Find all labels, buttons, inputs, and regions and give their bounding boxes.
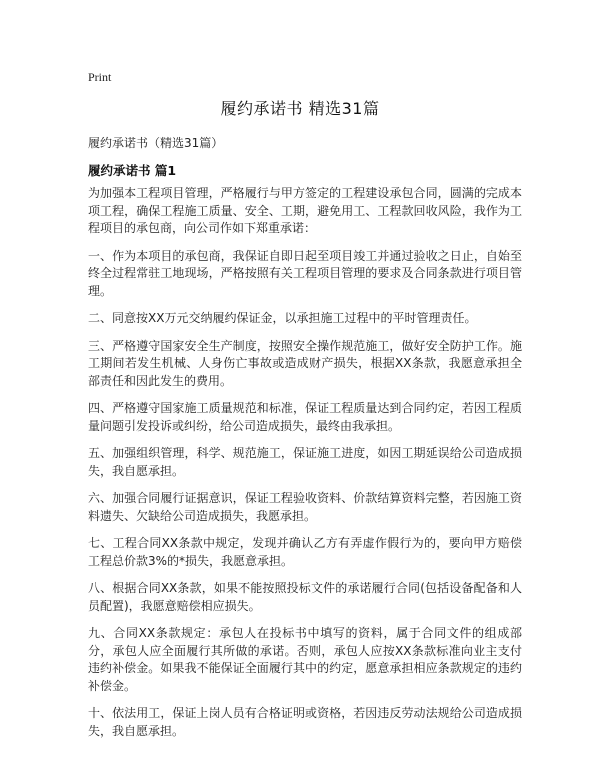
section-heading: 履约承诺书 篇1 bbox=[88, 163, 177, 178]
document-title: 履约承诺书 精选31篇 bbox=[220, 99, 380, 118]
document-subtitle: 履约承诺书（精选31篇） bbox=[88, 136, 224, 150]
paragraph-10: 十、依法用工，保证上岗人员有合格证明或资格，若因违反劳动法规给公司造成损失，我自愿承担。 bbox=[88, 706, 522, 738]
paragraph-6: 六、加强合同履行证据意识，保证工程验收资料、价款结算资料完整，若因施工资料遗失、欠缺给公司造成损失，我愿承担。 bbox=[88, 491, 522, 523]
paragraph-5: 五、加强组织管理，科学、规范施工，保证施工进度，如因工期延误给公司造成损失，我自愿承担。 bbox=[88, 446, 522, 478]
paragraph-4: 四、严格遵守国家施工质量规范和标准，保证工程质量达到合同约定，若因工程质量问题引发投诉或纠纷，给公司造成损失，最终由我承担。 bbox=[88, 401, 522, 433]
document-body bbox=[88, 185, 522, 750]
paragraph-8: 八、根据合同XX条款，如果不能按照投标文件的承诺履行合同(包括设备配备和人员配置)，我愿意赔偿相应损失。 bbox=[88, 581, 522, 613]
paragraph-intro: 为加强本工程项目管理，严格履行与甲方签定的工程建设承包合同，圆满的完成本项工程，确保工程施工质量、安全、工期，避免用工、工程款回收风险，我作为工程项目的承包商，向公司作如下郑重承诺： bbox=[88, 186, 522, 235]
paragraph-2: 二、同意按XX万元交纳履约保证金，以承担施工过程中的平时管理责任。 bbox=[88, 311, 477, 325]
paragraph-3: 三、严格遵守国家安全生产制度，按照安全操作规范施工，做好安全防护工作。施工期间若发生机械、人身伤亡事故或造成财产损失，根据XX条款，我愿意承担全部责任和因此发生的费用。 bbox=[88, 338, 522, 388]
paragraph-7: 七、工程合同XX条款中规定，发现并确认乙方有弄虚作假行为的，要向甲方赔偿工程总价款3%的*损失，我愿意承担。 bbox=[88, 536, 522, 568]
paragraph-9: 九、合同XX条款规定：承包人在投标书中填写的资料，属于合同文件的组成部分，承包人应全面履行其所做的承诺。否则，承包人应按XX条款标准向业主支付违约补偿金。如果我不能保证全面履行其中的约定，愿意承担相应条款规定的违约补偿金。 bbox=[88, 626, 522, 693]
paragraph-1: 一、作为本项目的承包商，我保证自即日起至项目竣工并通过验收之日止，自始至终全过程常驻工地现场，严格按照有关工程项目管理的要求及合同条款进行项目管理。 bbox=[88, 248, 522, 298]
print-link[interactable]: Print bbox=[88, 70, 112, 84]
